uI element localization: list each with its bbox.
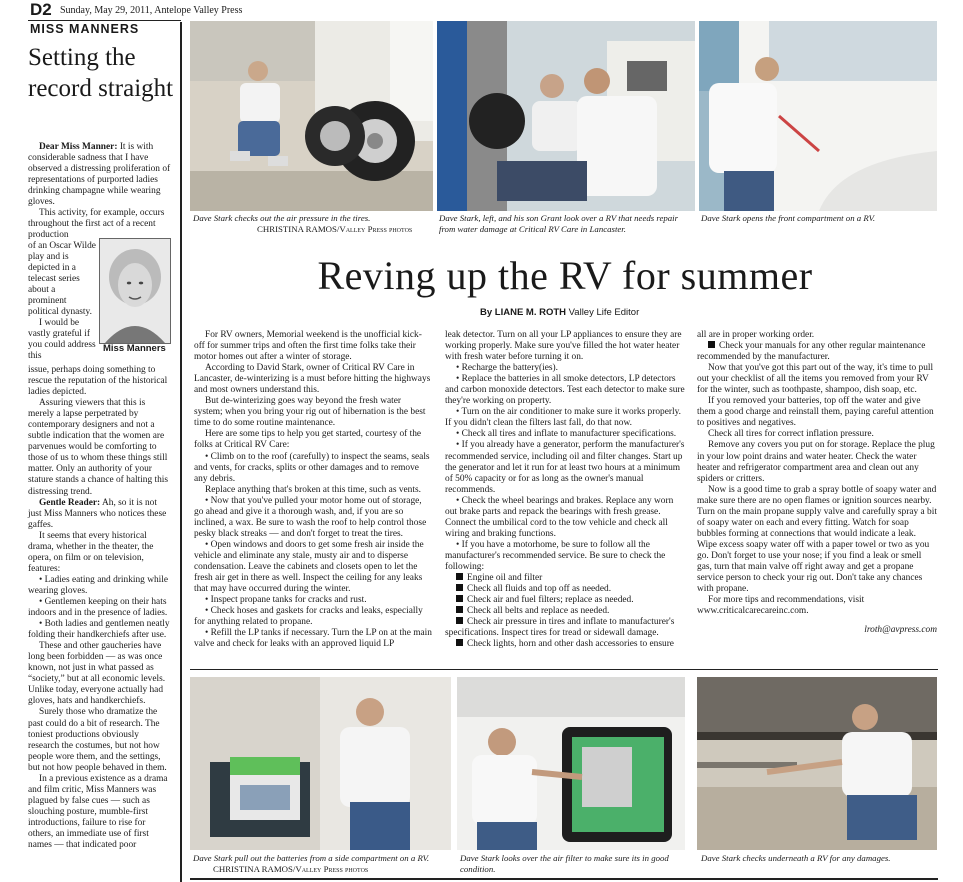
- checklist-text: Check your manuals for any other regular maintenance recommended by the manufacturer.: [697, 341, 926, 363]
- article-col-1: [194, 330, 432, 650]
- article-para: • Check hoses and gaskets for cracks and leaks, especially for anything related to propane.: [194, 606, 423, 628]
- column-para: Surely those who dramatize the past could do a bit of research. The toniest productions obviously research the costumes, but not how people wore them, and the settings, but not how people behaved in them.: [28, 707, 167, 773]
- photo-credit: CHRISTINA RAMOS/Valley Press photos: [257, 224, 413, 234]
- article-para: According to David Stark, owner of Critical RV Care in Lancaster, de-winterizing is a must before hitting the highways and most owners understand this.: [194, 363, 431, 396]
- checkbox-square-icon: [456, 639, 463, 646]
- article-para: • Inspect propane tanks for cracks and rust.: [205, 595, 367, 606]
- column-para: This activity, for example, occurs throughout the first act of a recent production: [28, 208, 165, 241]
- article-para: If you removed your batteries, top off the water and give them a good charge and reinstall them, paying careful attention to positives and negatives.: [697, 396, 934, 429]
- caption-top-3: Dave Stark opens the front compartment on a RV.: [701, 213, 876, 223]
- photo-water-damage: [437, 21, 695, 211]
- article-para: leak detector. Turn on all your LP appliances to ensure they are working properly. Make sure you've filled the hot water heater with fresh water before turning it on.: [445, 330, 682, 363]
- photo-tire-check: [190, 21, 433, 211]
- checkbox-square-icon: [456, 584, 463, 591]
- photo-underneath: [697, 677, 937, 850]
- column-para: These and other gaucheries have long been forbidden — as was once known, not just in what passed as “society,” but at all economic levels. Unlike today, everyone actually had gloves, hats and handkerchiefs.: [28, 641, 166, 707]
- dateline: Sunday, May 29, 2011, Antelope Valley Press: [60, 5, 243, 16]
- column-bullet: • Ladies eating and drinking while wearing gloves.: [28, 574, 169, 596]
- portrait-label: Miss Manners: [103, 343, 166, 354]
- article-para: For RV owners, Memorial weekend is the unofficial kick-off for summer trips and often the first time folks take their motor homes out after a winter of storage.: [194, 330, 422, 363]
- checkbox-square-icon: [456, 573, 463, 580]
- reply-lead: Gentle Reader:: [39, 497, 101, 508]
- byline-name: By LIANE M. ROTH: [480, 307, 567, 318]
- letter-lead: Dear Miss Manner:: [39, 142, 118, 152]
- checklist-item: [445, 584, 685, 595]
- caption-bottom-1: [193, 853, 453, 875]
- checklist-text: Check lights, horn and other dash accessories to ensure: [467, 639, 674, 650]
- header-rule: [28, 20, 181, 21]
- article-para: Now is a good time to grab a spray bottle of soapy water and make sure there are no open flames or ignition sources nearby. Turn on the main propane supply valve and carefully spray a bit of soapy water on each and every fitting. Watch for soap bubbles forming at connections that would indicate a leak. Wipe excess soapy water off with a paper towel or two as you go. Don't forget to use your nose; if you find a leak or smell gas, turn that main valve off right away and get a propane service person to check your rig out. Don't take any chances with propane.: [697, 484, 937, 595]
- column-bullet: • Gentlemen keeping on their hats indoors and in the presence of ladies.: [28, 596, 168, 619]
- bottom-rule: [190, 878, 938, 880]
- article-para: all are in proper working order.: [697, 330, 815, 340]
- article-para: • Recharge the battery(ies).: [456, 363, 559, 374]
- caption-bottom-3: Dave Stark checks underneath a RV for any damages.: [701, 853, 891, 863]
- column-kicker: MISS MANNERS: [30, 22, 140, 36]
- article-para: • Open windows and doors to get some fresh air inside the vehicle and eliminate any stale, musty air and to disperse condensation. Leave the cabinets and closets open to let the fresh air get in there as well. Inspect the ceiling for any leaks that may have occurred during the winter.: [194, 539, 424, 595]
- caption-text: Dave Stark pull out the batteries from a side compartment on a RV.: [193, 853, 430, 863]
- column-separator: [180, 22, 182, 882]
- column-para: Assuring viewers that this is merely a lapse perpetrated by contemporary designers and not a subtle indication that the women are parvenues would be comforting to those of us to whom these things still matter. Only an authority of your stature stands a chance of halting this distressing trend.: [28, 398, 169, 497]
- article-col-2: [445, 330, 685, 650]
- checklist-text: Check all fluids and top off as needed.: [467, 584, 612, 595]
- article-headline: Reving up the RV for summer: [317, 253, 813, 298]
- checklist-item: [445, 595, 685, 606]
- column-body-top: [28, 142, 171, 241]
- article-para: • Check all tires and inflate to manufacturer specifications.: [456, 429, 677, 440]
- checklist-item: [697, 341, 937, 363]
- column-para: It is with considerable sadness that I have observed a distressing proliferation of representations of purported ladies drinking champagne while wearing gloves.: [28, 142, 171, 208]
- checkbox-square-icon: [708, 341, 715, 348]
- page-number: D2: [30, 0, 52, 19]
- article-byline: [480, 307, 639, 318]
- article-para: Replace anything that's broken at this time, such as vents.: [205, 484, 421, 495]
- column-para: of an Oscar Wilde play and is depicted in a telecast series about a prominent political dynasty.: [28, 241, 96, 318]
- column-bullet: • Both ladies and gentlemen neatly folding their handkerchiefs after use.: [28, 619, 170, 641]
- checkbox-square-icon: [456, 595, 463, 602]
- checklist-text: Check air and fuel filters; replace as needed.: [467, 595, 634, 606]
- byline-title: Valley Life Editor: [568, 307, 640, 318]
- photo-air-filter: [457, 677, 685, 850]
- article-para: • Check the wheel bearings and brakes. Replace any worn out brake parts and repack the bearings with fresh grease. Connect the umbilical cord to the tow vehicle and check all wiring and braking functions.: [445, 495, 674, 539]
- column-para: I would be vastly grateful if you could address this: [28, 318, 96, 362]
- column-para: issue, perhaps doing something to rescue the reputation of the historical ladies depicted.: [28, 365, 168, 398]
- caption-top-1: [193, 213, 438, 235]
- column-para: In a previous existence as a drama and film critic, Miss Manners was plagued by false cues — such as slouching posture, mumble-first introductions, failure to rise for others, an immediate use of first names — that indicated poor: [28, 773, 168, 851]
- article-para: For more tips and recommendations, visit www.criticalcarecareinc.com.: [697, 595, 865, 617]
- checklist-text: Check all belts and replace as needed.: [467, 606, 610, 617]
- checkbox-square-icon: [456, 606, 463, 613]
- photo-front-compartment: [699, 21, 937, 211]
- article-rule: [190, 669, 938, 670]
- caption-top-2: Dave Stark, left, and his son Grant look over a RV that needs repair from water damage at Critical RV Care in Lancaster.: [439, 213, 679, 234]
- checklist-item: [445, 639, 685, 650]
- author-email: lroth@avpress.com: [864, 625, 937, 636]
- article-para: • Now that you've pulled your motor home out of storage, go ahead and give it a thorough wash, and, if you are so inclined, a wax. Be sure to wash the roof to help control those pesky black streaks — and don't forget to treat the tires.: [194, 495, 427, 539]
- article-para: Remove any covers you put on for storage. Replace the plug in your low point drains and water heater. Check the water heater and refrigerator compartment area and clean out any spiders or critters.: [697, 440, 935, 484]
- column-para: Ah, so it is not just Miss Manners who notices these gaffes.: [28, 497, 167, 530]
- article-para: Now that you've got this part out of the way, it's time to pull out your checklist of all the items you removed from your RV for the winter, such as toothpaste, shampoo, dish soap, etc.: [697, 363, 934, 396]
- checklist-text: Check air pressure in tires and inflate to manufacturer's specifications. Inspect tires for tread or sidewall damage.: [445, 617, 675, 639]
- checkbox-square-icon: [456, 617, 463, 624]
- photo-credit: CHRISTINA RAMOS/Valley Press photos: [213, 864, 369, 874]
- article-para: • Climb on to the roof (carefully) to inspect the seams, seals and vents, for cracks, splits or other damages and to remove any debris.: [194, 451, 430, 484]
- article-para: • If you have a motorhome, be sure to follow all the manufacturer's recommended service. Be sure to check the following:: [445, 539, 666, 572]
- article-para: • If you already have a generator, perform the manufacturer's recommended service, including oil and filter changes. Start up the generator and let it run for at least two hours at a minimum of 50% capacity or for as long as the owner's manual recommends.: [445, 440, 685, 495]
- checklist-item: [445, 606, 685, 617]
- article-para: • Refill the LP tanks if necessary. Turn the LP on at the main valve and check for leaks with an approved liquid LP: [194, 628, 432, 650]
- column-body-narrow: [28, 241, 96, 363]
- caption-bottom-2: Dave Stark looks over the air filter to make sure its in good condition.: [460, 853, 669, 874]
- article-col-3: [697, 330, 937, 636]
- column-body-bottom: [28, 365, 171, 851]
- article-para: • Turn on the air conditioner to make sure it works properly. If you didn't clean the filters last fall, do that now.: [445, 407, 682, 429]
- checklist-text: Engine oil and filter: [467, 573, 543, 584]
- article-para: Here are some tips to help you get started, courtesy of the folks at Critical RV Care:: [194, 429, 422, 451]
- article-para: Check all tires for correct inflation pressure.: [708, 429, 874, 440]
- column-para: It seems that every historical drama, whether in the theater, the opera, on film or on television, features:: [28, 530, 154, 574]
- column-title: Setting the record straight: [28, 44, 174, 102]
- photo-battery: [190, 677, 451, 850]
- checklist-item: [445, 617, 685, 639]
- checklist-item: [445, 573, 685, 584]
- columnist-portrait: [99, 238, 171, 344]
- article-para: But de-winterizing goes way beyond the fresh water system; when you bring your rig out of hibernation is the best time to do some routine maintenance.: [194, 396, 426, 429]
- caption-text: Dave Stark checks out the air pressure in the tires.: [193, 213, 371, 223]
- article-para: • Replace the batteries in all smoke detectors, LP detectors and carbon monoxide detectors. Test each detector to make sure they're working on property.: [445, 374, 685, 407]
